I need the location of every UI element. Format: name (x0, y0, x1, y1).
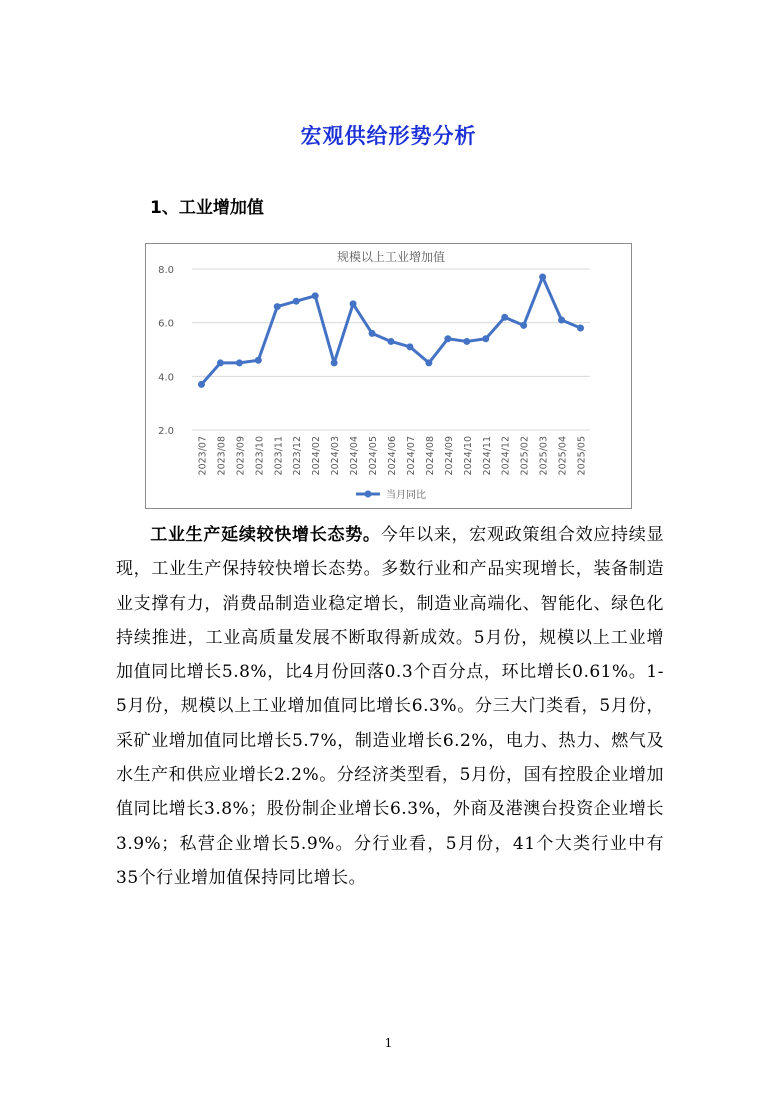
data-point (274, 303, 281, 310)
x-tick-label: 2024/06 (387, 436, 398, 476)
x-tick-label: 2023/08 (216, 436, 228, 476)
x-tick-label: 2023/07 (197, 436, 209, 476)
x-tick-label: 2025/05 (576, 436, 588, 476)
data-point (444, 335, 451, 342)
data-point (312, 292, 319, 299)
data-point (350, 300, 357, 307)
y-tick-label: 6.0 (158, 318, 174, 330)
x-tick-label: 2023/11 (273, 436, 285, 476)
x-tick-label: 2023/10 (254, 436, 266, 476)
paragraph-body: 今年以来，宏观政策组合效应持续显现，工业生产保持较快增长态势。多数行业和产品实现增长，装备制造业支撑有力，消费品制造业稳定增长，制造业高端化、智能化、绿色化持续推进，工业高质量发展不断取得新成效。5月份，规模以上工业增加值同比增长5.8%，比4月份回落0.3个百分点，环比增长0.61%。1-5月份，规模以上工业增加值同比增长6.3%。分三大门类看，5月份，采矿业增加值同比增长5.7%，制造业增长6.2%，电力、热力、燃气及水生产和供应业增长2.2%。分经济类型看，5月份，国有控股企业增加值同比增长3.8%；股份制企业增长6.3%，外商及港澳台投资企业增长3.9%；私营企业增长5.9%。分行业看，5月份，41个大类行业中有35个行业增加值保持同比增长。 (116, 525, 665, 888)
x-tick-label: 2024/11 (481, 436, 493, 476)
data-point (331, 359, 338, 366)
data-point (558, 316, 565, 323)
line-chart (145, 243, 632, 509)
data-point (255, 357, 262, 364)
data-point (236, 359, 243, 366)
x-tick-label: 2024/05 (368, 436, 380, 476)
y-tick-label: 4.0 (158, 372, 174, 384)
legend-swatch-point (365, 491, 372, 498)
y-tick-label: 8.0 (158, 265, 174, 276)
data-point (482, 335, 489, 342)
data-point (501, 314, 508, 321)
chart-canvas (146, 244, 633, 510)
data-point (369, 330, 376, 337)
x-tick-label: 2025/04 (557, 436, 569, 476)
x-tick-label: 2024/08 (424, 436, 436, 476)
data-point (217, 359, 224, 366)
paragraph-lead: 工业生产延续较快增长态势。 (150, 525, 381, 545)
x-tick-label: 2024/03 (330, 436, 342, 476)
data-point (293, 298, 300, 305)
data-point (388, 338, 395, 345)
data-point (539, 274, 546, 281)
y-tick-label: 2.0 (158, 426, 174, 437)
x-tick-label: 2024/07 (405, 436, 417, 476)
x-tick-label: 2024/09 (443, 436, 455, 476)
data-point (198, 381, 205, 388)
chart-title: 规模以上工业增加值 (336, 250, 446, 264)
page-title: 宏观供给形势分析 (300, 124, 477, 148)
x-tick-label: 2023/12 (292, 436, 304, 476)
x-tick-label: 2024/04 (349, 436, 361, 476)
x-tick-label: 2023/09 (235, 436, 247, 476)
data-point (520, 322, 527, 329)
body-paragraph (116, 518, 664, 895)
data-point (425, 359, 432, 366)
series-line (201, 277, 580, 384)
data-point (406, 343, 413, 350)
x-tick-label: 2025/02 (519, 436, 531, 476)
x-tick-label: 2024/02 (311, 436, 323, 476)
x-tick-label: 2024/12 (500, 436, 512, 476)
x-tick-label: 2024/10 (462, 436, 474, 476)
data-point (463, 338, 470, 345)
x-tick-label: 2025/03 (538, 436, 550, 476)
legend-label: 当月同比 (386, 490, 426, 501)
section-heading: 1、工业增加值 (150, 198, 264, 218)
data-point (577, 325, 584, 332)
page-number: 1 (384, 1036, 393, 1050)
